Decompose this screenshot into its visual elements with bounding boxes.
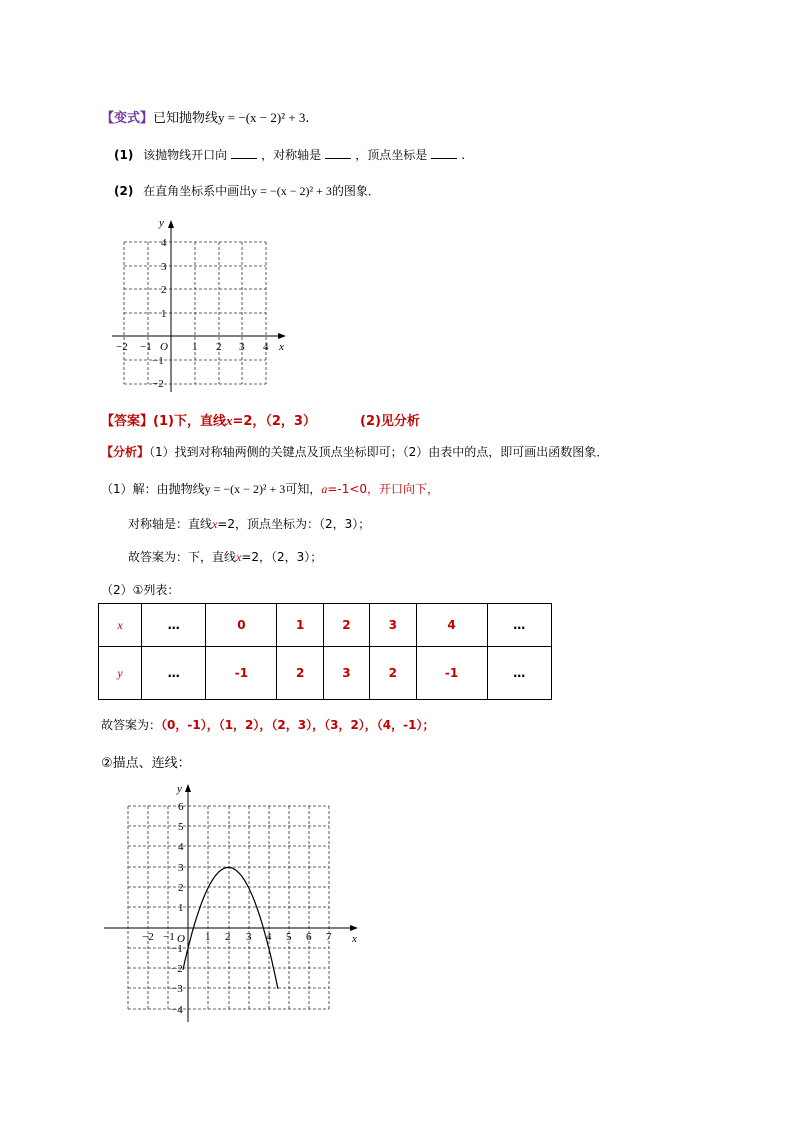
x-axis-label-2: x <box>352 933 357 945</box>
table-cell: … <box>487 604 551 647</box>
y-axis-label-2: y <box>177 783 182 795</box>
y-axis-arrow-2 <box>185 784 191 792</box>
table-cell: 2 <box>370 647 416 700</box>
y-tick-2: 2 <box>178 882 184 894</box>
y-tick-2: 5 <box>178 821 184 833</box>
answer-1-line <box>128 548 322 565</box>
x-tick-1: 2 <box>216 341 222 353</box>
solution-1-d: =-1<0，开口向下， <box>327 482 440 496</box>
question-1-text-b: ，对称轴是 <box>261 148 322 162</box>
analysis-text: （1）找到对称轴两侧的关键点及顶点坐标即可；（2）由表中的点，即可画出函数图象． <box>149 445 609 459</box>
value-table <box>98 603 552 700</box>
grid-lines-1 <box>124 242 266 384</box>
solution-1-a: （1）解：由抛物线 <box>101 482 205 496</box>
x-tick-2: 6 <box>306 931 312 943</box>
variant-equation: y = −(x − 2)² + 3 <box>218 110 306 125</box>
table-cell: 4 <box>416 604 487 647</box>
y-tick-2: 6 <box>178 801 184 813</box>
solution-1-a-var: a <box>321 482 328 496</box>
x-tick-2: 3 <box>246 931 252 943</box>
x-tick-1: 1 <box>192 341 198 353</box>
y-tick-2: 3 <box>178 862 184 874</box>
y-tick-1: 3 <box>161 261 167 273</box>
grid-lines-2 <box>128 806 329 1009</box>
question-2-equation: y = −(x − 2)² + 3 <box>251 184 332 198</box>
answer-x: x <box>225 413 233 428</box>
symmetry-a: 对称轴是：直线 <box>128 517 213 531</box>
answer-1-b: =2，（2，3）； <box>241 550 323 564</box>
question-2-text-b: 的图象． <box>331 184 380 198</box>
variant-end: . <box>305 111 310 126</box>
y-tick-2: −2 <box>171 963 183 975</box>
symmetry-x: x <box>212 517 218 531</box>
variant-intro: 已知抛物线 <box>153 111 219 126</box>
solution-1-b: 可知， <box>285 482 322 496</box>
analysis-label: 【分析】 <box>101 445 150 459</box>
answer-2-a: 故答案为： <box>101 718 162 732</box>
y-tick-1: 2 <box>161 284 167 296</box>
blank-coordinate-grid <box>108 214 298 394</box>
answer-1-x: x <box>236 550 242 564</box>
answer-line <box>101 410 316 429</box>
x-tick-1: −1 <box>140 341 152 353</box>
list-title: （2）①列表： <box>101 583 180 597</box>
table-cell: -1 <box>416 647 487 700</box>
x-axis-label-1: x <box>279 341 284 353</box>
answer-part-2: (2)见分析 <box>360 414 420 429</box>
y-tick-2: 4 <box>178 841 184 853</box>
symmetry-b: =2，顶点坐标为：（2，3）； <box>217 517 371 531</box>
symmetry-line <box>128 515 370 532</box>
answer-label: 【答案】 <box>101 414 154 429</box>
question-1-text-a: 该抛物线开口向 <box>143 148 228 162</box>
table-cell: 3 <box>323 647 369 700</box>
question-2 <box>114 182 380 199</box>
variant-label: 【变式】 <box>101 111 154 126</box>
y-tick-2: −3 <box>171 983 183 995</box>
blank-opening <box>231 148 257 159</box>
x-tick-2: −2 <box>142 931 154 943</box>
table-cell: … <box>142 604 206 647</box>
x-tick-1: −2 <box>116 341 128 353</box>
x-tick-2: 4 <box>266 931 272 943</box>
answer-2-points: （0，-1），（1，2），（2，3），（3，2），（4，-1）； <box>161 718 435 732</box>
solution-1-equation: y = −(x − 2)² + 3 <box>204 482 286 496</box>
blank-axis <box>325 148 351 159</box>
table-cell: 3 <box>370 604 416 647</box>
y-axis-arrow-1 <box>168 220 174 228</box>
parabola-graph <box>100 778 370 1028</box>
y-axis-label-1: y <box>159 217 164 229</box>
question-1-number: (1) <box>114 148 134 162</box>
table-cell: -1 <box>206 647 277 700</box>
x-tick-2: 5 <box>286 931 292 943</box>
x-tick-2: 1 <box>205 931 211 943</box>
step-2-title: ②描点、连线： <box>101 756 191 771</box>
blank-vertex <box>431 148 457 159</box>
question-2-text-a: 在直角坐标系中画出 <box>143 184 252 198</box>
y-tick-2: −4 <box>171 1004 183 1016</box>
answer-part-1-rest: =2，（2，3） <box>232 414 316 429</box>
x-tick-1: 3 <box>239 341 245 353</box>
table-cell: 2 <box>277 647 323 700</box>
x-tick-1: 4 <box>263 341 269 353</box>
question-1-text-c: ，顶点坐标是 <box>355 148 428 162</box>
x-tick-2: −1 <box>163 931 175 943</box>
table-row <box>99 604 552 647</box>
y-tick-1: 4 <box>161 237 167 249</box>
y-tick-1: −2 <box>152 378 164 390</box>
answer-1-a: 故答案为：下，直线 <box>128 550 237 564</box>
analysis-line <box>101 443 608 460</box>
x-tick-2: 2 <box>225 931 231 943</box>
origin-label-2: O <box>177 933 185 945</box>
x-axis-arrow-2 <box>350 925 358 931</box>
y-tick-1: 1 <box>161 308 167 320</box>
table-cell: 1 <box>277 604 323 647</box>
table-cell: x <box>99 604 142 647</box>
question-1 <box>114 146 465 163</box>
variant-line <box>101 107 310 126</box>
x-tick-2: 7 <box>326 931 332 943</box>
question-2-number: (2) <box>114 184 134 198</box>
answer-part-1: (1)下，直线 <box>153 414 226 429</box>
table-cell: … <box>487 647 551 700</box>
y-tick-1: −1 <box>152 355 164 367</box>
x-axis-arrow-1 <box>278 333 286 339</box>
table-cell: 2 <box>323 604 369 647</box>
table-row <box>99 647 552 700</box>
origin-label-1: O <box>160 341 168 353</box>
table-cell: y <box>99 647 142 700</box>
y-tick-2: 1 <box>178 902 184 914</box>
question-1-end: . <box>461 148 466 162</box>
y-tick-2: −1 <box>171 943 183 955</box>
answer-2-line <box>101 716 434 733</box>
table-cell: 0 <box>206 604 277 647</box>
table-cell: … <box>142 647 206 700</box>
solution-line-1 <box>101 480 439 497</box>
